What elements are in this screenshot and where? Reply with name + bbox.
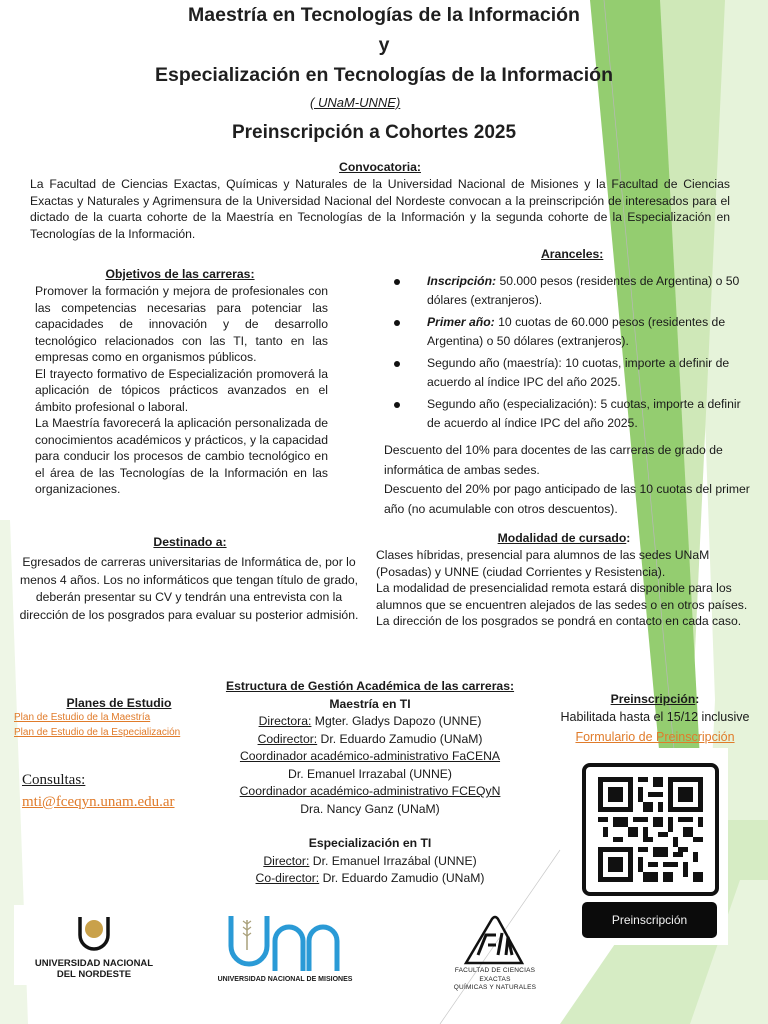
- title-y: y: [378, 34, 390, 56]
- modalidad-colon: :: [626, 531, 631, 545]
- convocatoria-text: La Facultad de Ciencias Exactas, Químicas y Naturales de la Universidad Nacional de Misiones y la Facultad de Ciencias Exactas y Naturales y Agrimensura de la Universidad Nacional del Nordeste convocan a la preinscripción de interesados para el dictado de la cuarta cohorte de la Maestría en Tecnologías de la Información y la segunda cohorte de la Especialización en Tecnologías de la Información.: [30, 177, 730, 241]
- aranceles-list: [390, 272, 750, 436]
- coord-fceqyn-name: Dra. Nancy Ganz (UNaM): [300, 801, 440, 816]
- unam-emblem-icon: [225, 916, 345, 971]
- maestria-title: Maestría en TI: [329, 696, 411, 711]
- person-name: Dr. Emanuel Irrazábal (UNNE): [309, 853, 477, 868]
- preinscripcion-colon: :: [695, 692, 700, 706]
- modalidad-heading-wrap: [374, 530, 754, 547]
- objetivos-heading: Objetivos de las carreras:: [105, 267, 255, 281]
- role-label: Co-director:: [255, 871, 320, 885]
- role-label: Directora:: [258, 714, 312, 728]
- fee-item: [390, 272, 750, 310]
- person-name: Mgter. Gladys Dapozo (UNNE): [311, 714, 482, 728]
- qr-code-frame[interactable]: [582, 763, 719, 896]
- destinado-heading: Destinado a:: [153, 535, 227, 549]
- bullet-icon: [394, 402, 400, 408]
- qr-code-icon: [596, 777, 705, 882]
- institutions-label: ( UNaM-UNNE): [310, 95, 401, 110]
- plan-maestria-link[interactable]: Plan de Estudio de la Maestría: [14, 712, 151, 723]
- bullet-icon: [394, 320, 400, 326]
- qr-preinscripcion-button[interactable]: Preinscripción: [582, 902, 717, 938]
- estructura-heading: Estructura de Gestión Académica de las carreras:: [225, 679, 515, 693]
- modalidad-text: [376, 547, 756, 630]
- fee-item: [390, 313, 750, 351]
- qr-card: [572, 748, 728, 945]
- bullet-icon: [394, 279, 400, 285]
- unam-wordmark: UNIVERSIDAD NACIONAL DE MISIONES: [217, 976, 353, 983]
- discounts: [384, 441, 754, 519]
- fee-label: Primer año:: [427, 315, 495, 329]
- person-name: Dr. Eduardo Zamudio (UNaM): [317, 731, 483, 746]
- preinscripcion-heading: Preinscripción: [610, 692, 696, 706]
- person-name: Dr. Eduardo Zamudio (UNaM): [319, 871, 485, 885]
- role-label: Director:: [263, 853, 310, 868]
- plan-especializacion-link[interactable]: Plan de Estudio de la Especialización: [14, 727, 181, 738]
- maestria-directora: [200, 713, 540, 731]
- maestria-codirector: [200, 731, 540, 749]
- preinscripcion-form-link[interactable]: Formulario de Preinscripción: [575, 730, 735, 744]
- coord-fceqyn-role: Coordinador académico-administrativo FCEQyN: [239, 784, 501, 798]
- planes-heading: Planes de Estudio: [66, 696, 172, 710]
- unne-line2: DEL NORDESTE: [56, 969, 132, 980]
- modalidad-heading: Modalidad de cursado: [497, 531, 627, 545]
- preinscripcion-heading-wrap: [540, 691, 768, 708]
- unne-line1: UNIVERSIDAD NACIONAL: [34, 958, 154, 969]
- unne-emblem-icon: [74, 915, 114, 955]
- coord-facena-role: Coordinador académico-administrativo FaCENA: [239, 749, 501, 763]
- convocatoria-heading: Convocatoria:: [339, 160, 421, 174]
- consultas-email-link[interactable]: mti@fceqyn.unam.edu.ar: [22, 794, 175, 810]
- esp-codirector: [200, 870, 540, 888]
- discount-teachers: Descuento del 10% para docentes de las carreras de grado de informática de ambas sedes.: [384, 443, 723, 477]
- title-especializacion: Especialización en Tecnologías de la Información: [154, 64, 613, 86]
- role-label: Codirector:: [257, 731, 318, 746]
- discount-prepay: Descuento del 20% por pago anticipado de las 10 cuotas del primer año (no acumulable con otros descuentos).: [384, 482, 750, 516]
- objetivo-paragraph: El trayecto formativo de Especialización promoverá la aplicación de tópicos prácticos avanzados en el ámbito profesional o laboral.: [35, 366, 328, 414]
- fee-item: [390, 354, 750, 392]
- fee-label: Inscripción:: [427, 274, 497, 288]
- fceqyn-line2: QUÍMICAS Y NATURALES: [453, 984, 537, 991]
- modalidad-paragraph: La modalidad de presencialidad remota estará disponible para los alumnos que se encuentren alejados de las sedes o en otros países. La dirección de los posgrados se pondrá en contacto en cada caso.: [376, 581, 748, 628]
- preinscripcion-deadline: Habilitada hasta el 15/12 inclusive: [560, 710, 750, 724]
- unne-wordmark: [14, 958, 174, 980]
- fceqyn-wordmark: [440, 967, 550, 993]
- objetivos-text: [35, 283, 328, 498]
- fee-text: Segundo año (maestría): 10 cuotas, importe a definir de acuerdo al índice IPC del año 2025.: [427, 356, 730, 389]
- title-maestria: Maestría en Tecnologías de la Información: [188, 4, 580, 26]
- fceqyn-line1: FACULTAD DE CIENCIAS EXACTAS: [454, 967, 536, 983]
- especializacion-title: Especialización en TI: [308, 836, 432, 850]
- logo-unam: [200, 912, 370, 992]
- esp-director: [200, 853, 540, 871]
- objetivo-paragraph: La Maestría favorecerá la aplicación personalizada de conocimientos académicos y prácticos, y la capacidad para conducir los procesos de cambio tecnológico en el área de las Tecnologías de la Información en las organizaciones.: [35, 416, 328, 496]
- fee-item: [390, 395, 750, 433]
- bullet-icon: [394, 361, 400, 367]
- logo-fceqyn: [440, 915, 550, 995]
- fee-text: 50.000 pesos (residentes de Argentina) o 50 dólares (extranjeros).: [427, 274, 740, 307]
- modalidad-paragraph: Clases híbridas, presencial para alumnos de las sedes UNaM (Posadas) y UNNE (ciudad Corrientes y Resistencia).: [376, 548, 710, 579]
- logo-unne: [14, 905, 174, 985]
- consultas-label: Consultas:: [22, 772, 86, 788]
- fee-text: 10 cuotas de 60.000 pesos (residentes de Argentina) o 50 dólares (extranjeros).: [427, 315, 726, 348]
- form-link-wrap: [540, 730, 768, 744]
- objetivo-paragraph: Promover la formación y mejora de profesionales con las competencias necesarias para potenciar las capacidades de innovación y de desarrollo tecnológico relacionados con las TI, tanto en las empresas como en organismos públicos.: [35, 284, 328, 364]
- estructura-section: [200, 678, 540, 888]
- destinado-text: Egresados de carreras universitarias de Informática de, por lo menos 4 años. Los no informáticos que tengan título de grado, deberán presentar su CV y tendrán una entrevista con la dirección de los posgrados para evaluar su posterior admisión.: [19, 555, 359, 622]
- fee-text: Segundo año (especialización): 5 cuotas, importe a definir de acuerdo al índice IPC del año 2025.: [427, 397, 741, 430]
- fceqyn-emblem-icon: [462, 915, 526, 967]
- coord-facena-name: Dr. Emanuel Irrazabal (UNNE): [288, 766, 452, 781]
- aranceles-heading: Aranceles:: [541, 247, 604, 261]
- page-subtitle: Preinscripción a Cohortes 2025: [231, 122, 517, 143]
